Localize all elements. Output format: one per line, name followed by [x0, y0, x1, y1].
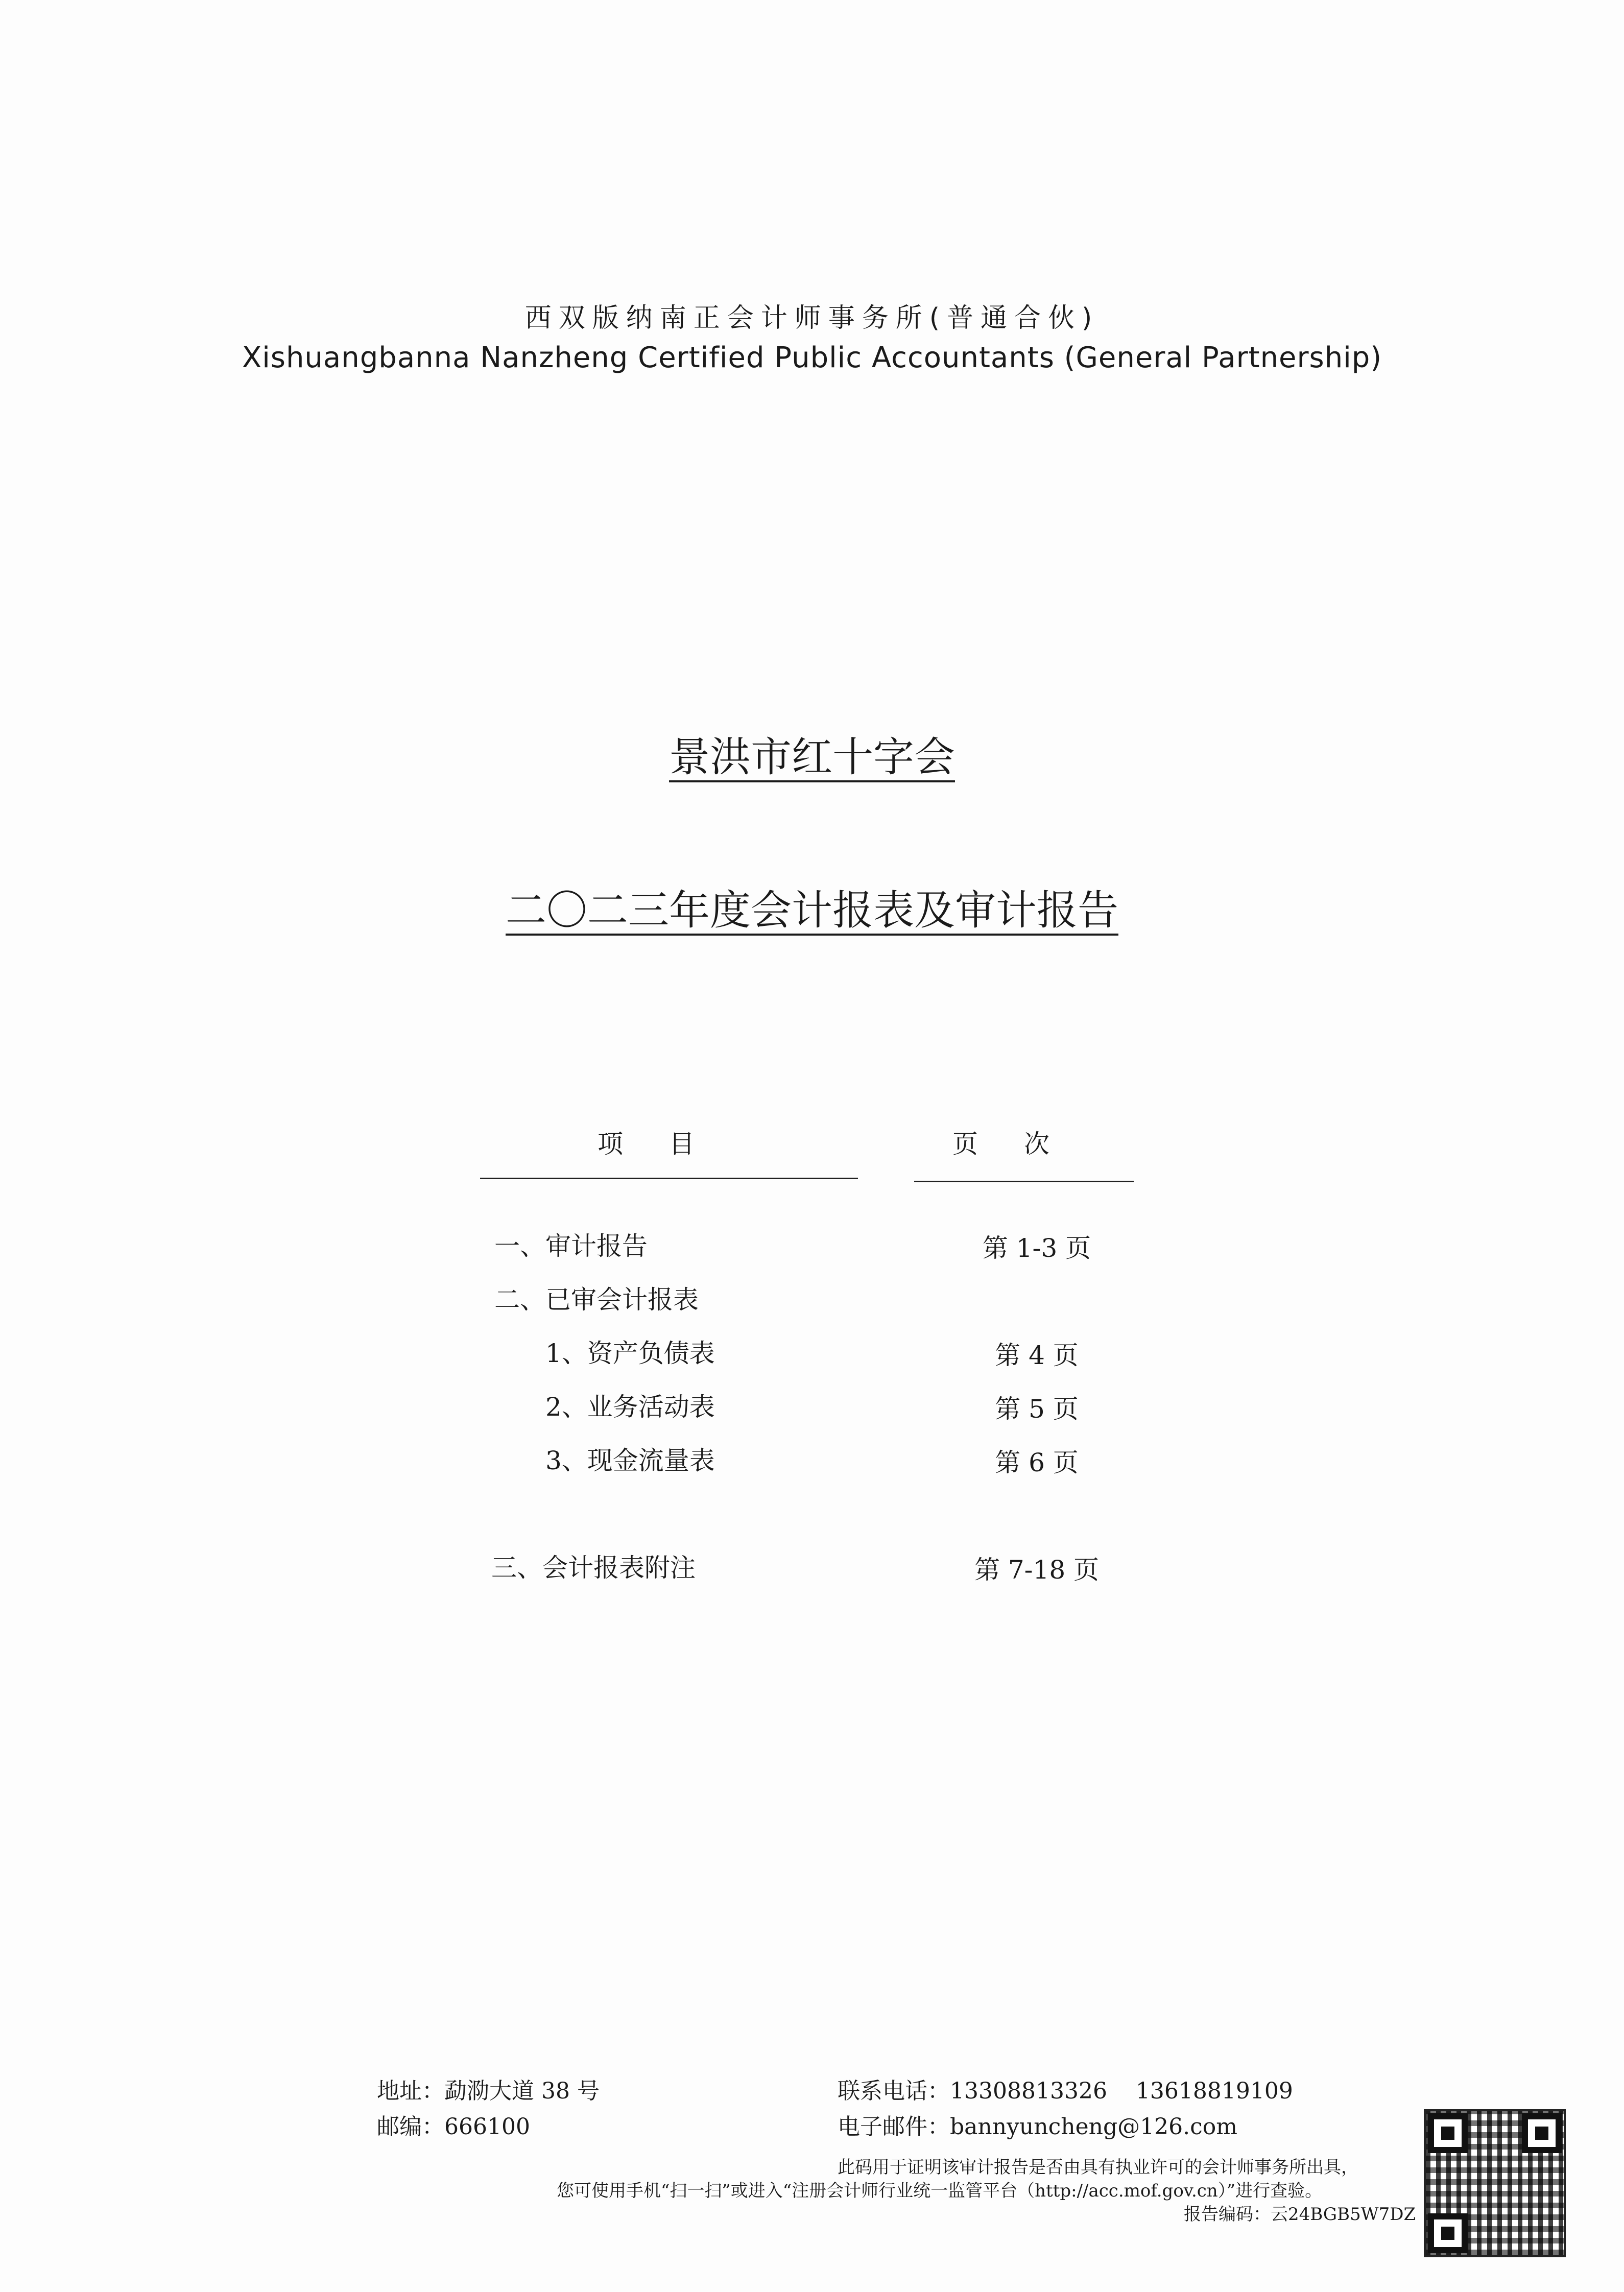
- toc-row-page: 第 4 页: [995, 1341, 1079, 1370]
- toc-row-label: 3、现金流量表: [545, 1446, 715, 1475]
- verify-note-line2: 您可使用手机“扫一扫”或进入“注册会计师行业统一监管平台（http://acc.mof.gov.cn）”进行查验。: [557, 2181, 1323, 2201]
- firm-name-cn: 西双版纳南正会计师事务所(普通合伙): [524, 303, 1100, 333]
- toc-rule-item: [480, 1178, 858, 1179]
- firm-name-en: Xishuangbanna Nanzheng Certified Public Accountants (General Partnership): [242, 341, 1382, 374]
- footer-email: 电子邮件：bannyuncheng@126.com: [838, 2114, 1237, 2140]
- qr-finder-icon: [1428, 2113, 1468, 2153]
- footer-postcode: 邮编：666100: [377, 2114, 530, 2140]
- verify-note-line1: 此码用于证明该审计报告是否由具有执业许可的会计师事务所出具，: [838, 2157, 1358, 2178]
- footer-phone: 联系电话：13308813326 13618819109: [838, 2078, 1293, 2104]
- toc-row-page: 第 5 页: [995, 1394, 1079, 1424]
- toc-row-label: 一、审计报告: [494, 1231, 648, 1261]
- toc-row-label: 2、业务活动表: [545, 1392, 715, 1422]
- toc-row-page: 第 1-3 页: [982, 1233, 1091, 1263]
- qr-code-icon: [1424, 2109, 1566, 2257]
- footer-address: 地址：勐泐大道 38 号: [377, 2078, 600, 2104]
- qr-finder-icon: [1522, 2113, 1562, 2153]
- toc-row-label: 1、资产负债表: [545, 1339, 715, 1368]
- report-title: 二〇二三年度会计报表及审计报告: [506, 887, 1118, 934]
- toc-row-page: 第 7-18 页: [974, 1555, 1100, 1585]
- entity-title: 景洪市红十字会: [669, 733, 955, 781]
- toc-row-page: 第 6 页: [995, 1448, 1079, 1477]
- qr-finder-icon: [1428, 2213, 1468, 2253]
- toc-rule-page: [914, 1181, 1134, 1182]
- report-code: 报告编码：云24BGB5W7DZ: [1184, 2204, 1416, 2225]
- toc-row-label: 二、已审会计报表: [494, 1285, 699, 1315]
- toc-column-item: 项目: [598, 1129, 741, 1159]
- toc-row-label: 三、会计报表附注: [491, 1553, 696, 1583]
- toc-column-page: 页次: [952, 1129, 1095, 1159]
